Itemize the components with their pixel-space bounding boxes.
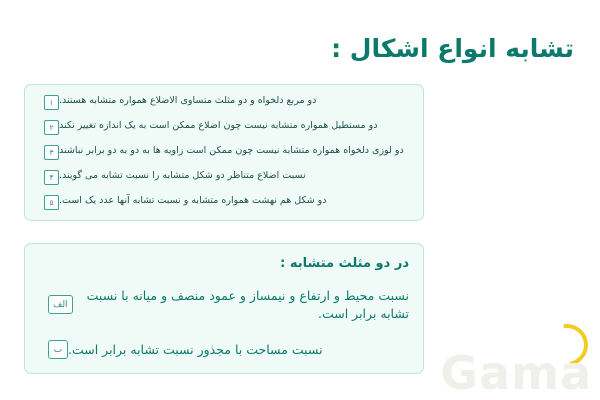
item-number: ۴ bbox=[44, 170, 59, 185]
item-number: ۵ bbox=[44, 195, 59, 210]
item-label: الف bbox=[48, 295, 73, 314]
item-text: دو شکل هم نهشت همواره متشابه و نسبت تشابه آنها عدد یک است. bbox=[59, 195, 327, 206]
properties-card bbox=[24, 84, 424, 221]
list-item bbox=[37, 119, 411, 135]
item-text: نسبت مساحت با مجذور نسبت تشابه برابر است. bbox=[68, 341, 323, 357]
similar-triangles-card bbox=[24, 243, 424, 374]
item-text: نسبت محیط و ارتفاع و نیمساز و عمود منصف و میانه با نسبت تشابه برابر است. bbox=[86, 288, 409, 321]
item-label: ب bbox=[48, 340, 68, 359]
item-text: دو مربع دلخواه و دو مثلث متساوی الاضلاع همواره متشابه هستند. bbox=[59, 95, 317, 106]
item-number: ۳ bbox=[44, 145, 59, 160]
item-text: دو مستطیل همواره متشابه نیست چون اضلاع ممکن است به یک اندازه تغییر نکند bbox=[59, 120, 378, 131]
list-item bbox=[39, 340, 409, 359]
decorative-arc bbox=[538, 316, 596, 374]
item-text: دو لوزی دلخواه همواره متشابه نیست چون ممکن است زاویه ها به دو به دو برابر نباشند bbox=[59, 145, 404, 156]
list-item bbox=[37, 94, 411, 110]
item-number: ۱ bbox=[44, 95, 59, 110]
item-text: نسبت اضلاع متناظر دو شکل متشابه را نسبت تشابه می گویند. bbox=[59, 170, 306, 181]
watermark-logo: Gama bbox=[440, 346, 592, 400]
page-title: تشابه انواع اشکال : bbox=[331, 34, 574, 63]
section-heading: در دو مثلث متشابه : bbox=[280, 256, 409, 271]
list-item bbox=[37, 144, 411, 160]
list-item bbox=[37, 194, 411, 210]
list-item bbox=[39, 287, 409, 322]
item-number: ۲ bbox=[44, 120, 59, 135]
list-item bbox=[37, 169, 411, 185]
